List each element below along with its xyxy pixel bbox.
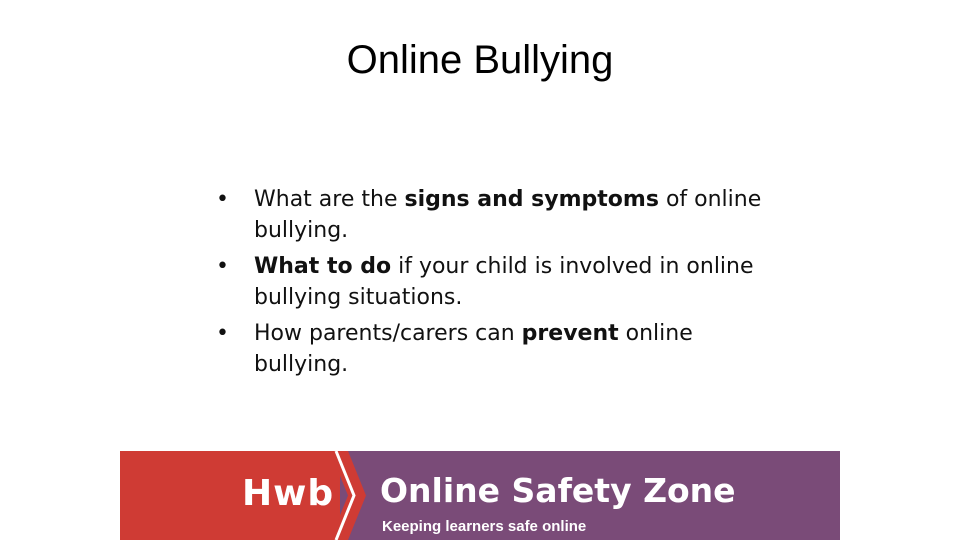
bullet-text-post: online bullying. bbox=[254, 321, 693, 377]
bullet-icon: • bbox=[216, 187, 229, 212]
banner-subtitle: Keeping learners safe online bbox=[382, 518, 587, 535]
bullet-text-bold: signs and symptoms bbox=[404, 187, 659, 212]
bullet-text-bold: What to do bbox=[254, 254, 392, 279]
slide-title: Online Bullying bbox=[346, 38, 614, 82]
bullet-text-bold: prevent bbox=[521, 321, 619, 346]
hwb-logo: Hwb bbox=[242, 473, 335, 514]
banner-title: Online Safety Zone bbox=[380, 471, 736, 510]
bullet-text-post: of online bullying. bbox=[254, 187, 762, 243]
bullet-text-pre: What are the bbox=[254, 187, 405, 212]
bullet-icon: • bbox=[216, 254, 229, 279]
bullet-item-what-to-do bbox=[216, 251, 776, 313]
bullet-text-post: if your child is involved in online bullying situations. bbox=[254, 254, 754, 310]
bullet-item-prevent bbox=[216, 318, 776, 380]
bullet-icon: • bbox=[216, 321, 229, 346]
online-safety-zone-banner bbox=[120, 451, 840, 540]
bullet-text-pre: How parents/carers can bbox=[254, 321, 522, 346]
bullet-item-signs bbox=[216, 184, 776, 246]
bullet-list bbox=[216, 184, 776, 385]
